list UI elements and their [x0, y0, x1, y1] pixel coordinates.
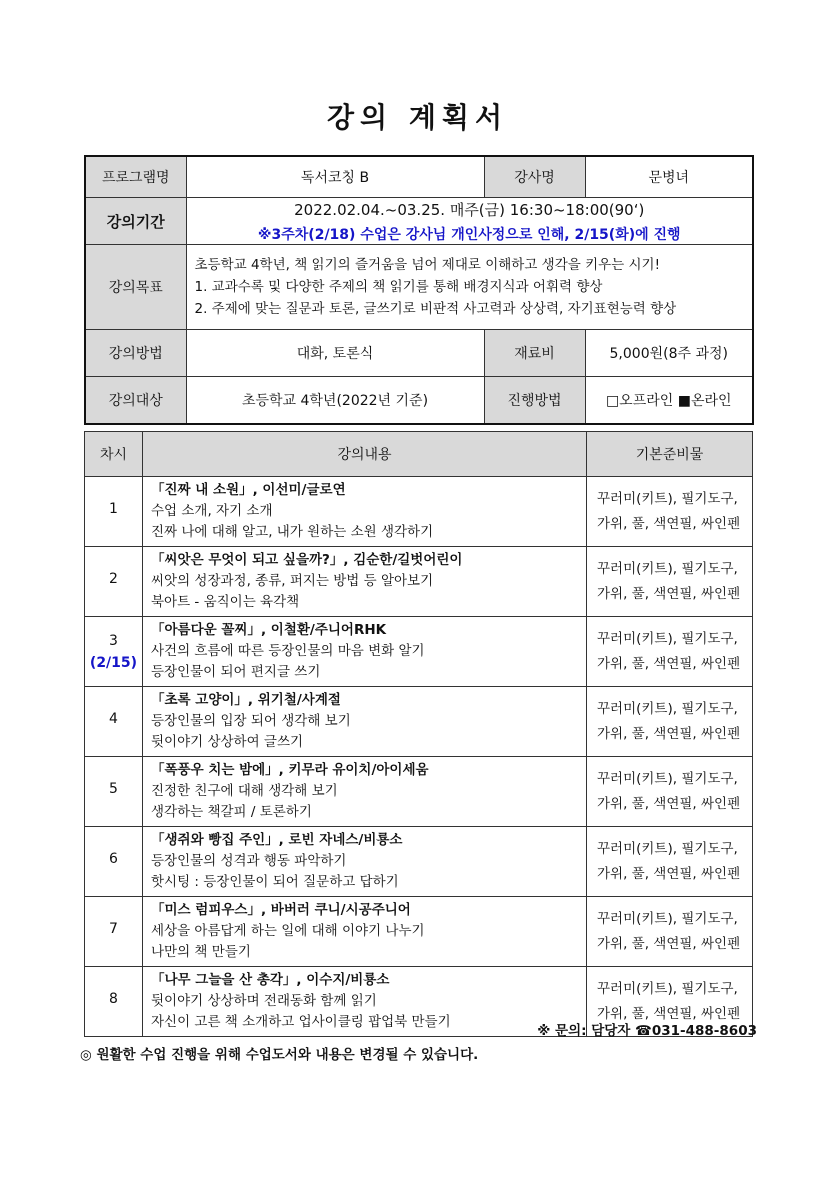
activity-line: 북아트 - 움직이는 육각책 [151, 594, 300, 610]
activity-line: 세상을 아름답게 하는 일에 대해 이야기 나누기 [151, 923, 425, 939]
target-value: 초등학교 4학년(2022년 기준) [186, 377, 484, 425]
session-content [143, 827, 587, 897]
session-materials: 꾸러미(키트), 필기도구, 가위, 풀, 색연필, 싸인펜 [587, 827, 753, 897]
method-value: 대화, 토론식 [186, 330, 484, 377]
goal-row [85, 245, 753, 330]
session-content [143, 967, 587, 1037]
schedule-header-row [85, 432, 753, 477]
book-title: 「진짜 내 소원」, 이선미/글로연 [151, 482, 346, 498]
session-materials: 꾸러미(키트), 필기도구, 가위, 풀, 색연필, 싸인펜 [587, 547, 753, 617]
program-info-table [84, 155, 754, 425]
target-row [85, 377, 753, 425]
session-number: 2 [85, 547, 143, 617]
instructor-label: 강사명 [484, 156, 585, 198]
session-number: 4 [85, 687, 143, 757]
table-row [85, 757, 753, 827]
session-number: 5 [85, 757, 143, 827]
activity-line: 핫시팅 : 등장인물이 되어 질문하고 답하기 [151, 874, 399, 890]
book-title: 「나무 그늘을 산 총각」, 이수지/비룡소 [151, 972, 390, 988]
fee-value: 5,000원(8주 과정) [585, 330, 753, 377]
period-cell [186, 198, 753, 245]
method-label: 강의방법 [85, 330, 186, 377]
session-materials: 꾸러미(키트), 필기도구, 가위, 풀, 색연필, 싸인펜 [587, 687, 753, 757]
activity-line: 수업 소개, 자기 소개 [151, 503, 273, 519]
table-row [85, 617, 753, 687]
schedule-table [84, 431, 753, 1037]
session-content [143, 547, 587, 617]
activity-line: 뒷이야기 상상하여 글쓰기 [151, 734, 304, 750]
goal-line: 초등학교 4학년, 책 읽기의 즐거움을 넘어 제대로 이해하고 생각을 키우는 시기! [194, 257, 660, 273]
period-row [85, 198, 753, 245]
fee-label: 재료비 [484, 330, 585, 377]
session-materials: 꾸러미(키트), 필기도구, 가위, 풀, 색연필, 싸인펜 [587, 757, 753, 827]
activity-line: 자신이 고른 책 소개하고 업사이클링 팝업북 만들기 [151, 1014, 451, 1030]
book-title: 「씨앗은 무엇이 되고 싶을까?」, 김순한/길벗어린이 [151, 552, 463, 568]
goal-line: 2. 주제에 맞는 질문과 토론, 글쓰기로 비판적 사고력과 상상력, 자기표현능력 향상 [194, 301, 677, 317]
session-content [143, 477, 587, 547]
instructor-value: 문병녀 [585, 156, 753, 198]
period-notice: ※3주차(2/18) 수업은 강사님 개인사정으로 인해, 2/15(화)에 진행 [257, 226, 681, 243]
mode-label: 진행방법 [484, 377, 585, 425]
footnote: ◎ 원활한 수업 진행을 위해 수업도서와 내용은 변경될 수 있습니다. [80, 1047, 479, 1063]
session-materials: 꾸러미(키트), 필기도구, 가위, 풀, 색연필, 싸인펜 [587, 897, 753, 967]
session-number: 8 [85, 967, 143, 1037]
book-title: 「아름다운 꼴찌」, 이철환/주니어RHK [151, 622, 387, 638]
activity-line: 사건의 흐름에 따른 등장인물의 마음 변화 알기 [151, 643, 425, 659]
method-row [85, 330, 753, 377]
activity-line: 등장인물의 입장 되어 생각해 보기 [151, 713, 351, 729]
goal-line: 1. 교과수록 및 다양한 주제의 책 읽기를 통해 배경지식과 어휘력 향상 [194, 279, 603, 295]
activity-line: 뒷이야기 상상하며 전래동화 함께 읽기 [151, 993, 377, 1009]
contact-info: ※ 문의: 담당자 ☎031-488-8603 [537, 1023, 757, 1039]
session-materials: 꾸러미(키트), 필기도구, 가위, 풀, 색연필, 싸인펜 [587, 967, 753, 1037]
session-content [143, 897, 587, 967]
book-title: 「초록 고양이」, 위기철/사계절 [151, 692, 341, 708]
session-content [143, 617, 587, 687]
activity-line: 진짜 나에 대해 알고, 내가 원하는 소원 생각하기 [151, 524, 434, 540]
table-row [85, 477, 753, 547]
session-number: 7 [85, 897, 143, 967]
activity-line: 등장인물이 되어 편지글 쓰기 [151, 664, 321, 680]
session-materials: 꾸러미(키트), 필기도구, 가위, 풀, 색연필, 싸인펜 [587, 477, 753, 547]
table-row [85, 827, 753, 897]
activity-line: 나만의 책 만들기 [151, 944, 251, 960]
materials-header: 기본준비물 [587, 432, 753, 477]
session-materials: 꾸러미(키트), 필기도구, 가위, 풀, 색연필, 싸인펜 [587, 617, 753, 687]
mode-value: □오프라인 ■온라인 [585, 377, 753, 425]
program-label: 프로그램명 [85, 156, 186, 198]
page-title: 강의 계획서 [327, 101, 508, 134]
session-header: 차시 [85, 432, 143, 477]
target-label: 강의대상 [85, 377, 186, 425]
session-number: 3 (2/15) [85, 617, 143, 687]
book-title: 「생쥐와 빵집 주인」, 로빈 자네스/비룡소 [151, 832, 403, 848]
activity-line: 진정한 친구에 대해 생각해 보기 [151, 783, 338, 799]
period-value: 2022.02.04.~03.25. 매주(금) 16:30~18:00(90‘) [294, 200, 645, 219]
session-content [143, 687, 587, 757]
period-label: 강의기간 [85, 198, 186, 245]
book-title: 「미스 럼피우스」, 바버러 쿠니/시공주니어 [151, 902, 411, 918]
goal-cell [186, 245, 753, 330]
program-value: 독서코칭 B [186, 156, 484, 198]
session-content [143, 757, 587, 827]
session-number: 6 [85, 827, 143, 897]
book-title: 「폭풍우 치는 밤에」, 키무라 유이치/아이세움 [151, 762, 429, 778]
table-row [85, 897, 753, 967]
program-row [85, 156, 753, 198]
activity-line: 생각하는 책갈피 / 토론하기 [151, 804, 312, 820]
session-number: 1 [85, 477, 143, 547]
goal-label: 강의목표 [85, 245, 186, 330]
table-row [85, 547, 753, 617]
table-row [85, 687, 753, 757]
activity-line: 등장인물의 성격과 행동 파악하기 [151, 853, 347, 869]
content-header: 강의내용 [143, 432, 587, 477]
activity-line: 씨앗의 성장과정, 종류, 퍼지는 방법 등 알아보기 [151, 573, 434, 589]
